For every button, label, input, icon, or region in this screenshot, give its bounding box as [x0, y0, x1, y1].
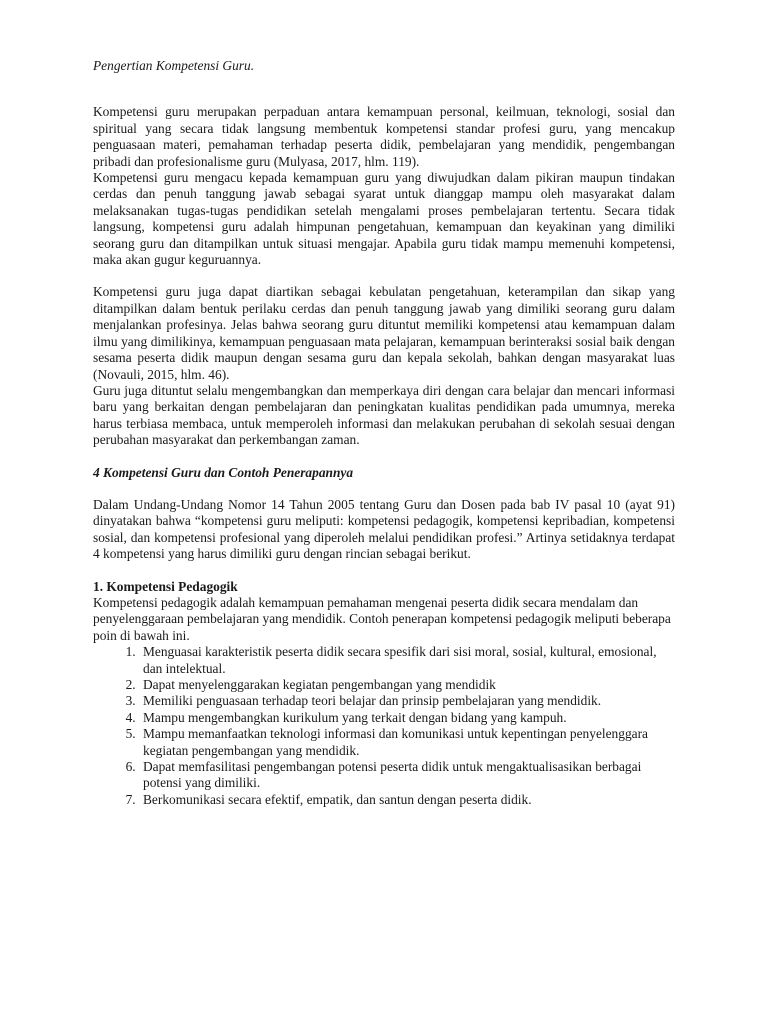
sub-heading-pedagogik: 1. Kompetensi Pedagogik [93, 578, 238, 594]
paragraph-law: Dalam Undang-Undang Nomor 14 Tahun 2005 tentang Guru dan Dosen pada bab IV pasal 10 (ayat 91) dinyatakan bahwa “kompetensi guru meliputi: kompetensi pedagogik, kompetensi kepribadian, kompetensi sosial, dan kompetensi profesional yang diperoleh melalui pendidikan profesi.” Artinya setidaknya terdapat 4 kompetensi yang harus dimiliki guru dengan rincian sebagai berikut. [93, 496, 675, 562]
pedagogik-list [93, 644, 675, 808]
document-page [93, 58, 675, 808]
list-item: 3. Memiliki penguasaan terhadap teori belajar dan prinsip pembelajaran yang mendidik. [139, 693, 675, 709]
list-item: 6. Dapat memfasilitasi pengembangan potensi peserta didik untuk mengaktualisasikan berbagai potensi yang dimiliki. [139, 759, 675, 792]
list-item: 4. Mampu mengembangkan kurikulum yang terkait dengan bidang yang kampuh. [139, 710, 675, 726]
section-title: 4 Kompetensi Guru dan Contoh Penerapannya [93, 464, 354, 480]
paragraph-definition-4: Guru juga dituntut selalu mengembangkan dan memperkaya diri dengan cara belajar dan mencari informasi baru yang berkaitan dengan pembelajaran dan peningkatan kualitas pendidikan pada umumnya, mereka harus terbiasa membaca, untuk memperoleh informasi dan melakukan perubahan di sekolah sesuai dengan perubahan masyarakat dan perkembangan zaman. [93, 382, 675, 448]
paragraph-definition-1: Kompetensi guru merupakan perpaduan antara kemampuan personal, keilmuan, teknologi, sosial dan spiritual yang secara tidak langsung membentuk kompetensi standar profesi guru, yang mencakup penguasaan materi, pemahaman terhadap peserta didik, pembelajaran yang mendidik, pengembangan pribadi dan profesionalisme guru (Mulyasa, 2017, hlm. 119). [93, 104, 675, 169]
list-item: 1. Menguasai karakteristik peserta didik secara spesifik dari sisi moral, sosial, kultural, emosional, dan intelektual. [139, 644, 675, 677]
list-item: 2. Dapat menyelenggarakan kegiatan pengembangan yang mendidik [139, 677, 675, 693]
paragraph-definition-2: Kompetensi guru mengacu kepada kemampuan guru yang diwujudkan dalam pikiran maupun tindakan cerdas dan penuh tanggung jawab sebagai syarat untuk dianggap mampu oleh masyarakat dalam melaksanakan tugas-tugas pendidikan setelah mengalami proses pembelajaran tertentu. Secara tidak langsung, kompetensi guru adalah himpunan pengetahuan, kemampuan dan keyakinan yang dimiliki seorang guru dan ditampilkan untuk situasi mengajar. Apabila guru tidak mampu memenuhi kompetensi, maka akan gugur keguruannya. [93, 170, 675, 268]
paragraph-definition-3: Kompetensi guru juga dapat diartikan sebagai kebulatan pengetahuan, keterampilan dan sikap yang ditampilkan dalam bentuk perilaku cerdas dan penuh tanggung jawab yang dimiliki seorang guru dalam menjalankan profesinya. Jelas bahwa seorang guru dituntut memiliki kompetensi atau kemampuan dalam ilmu yang dimilikinya, kemampuan penguasaan mata pelajaran, kemampuan berinteraksi sosial baik dengan sesama peserta didik maupun dengan sesama guru dan kepala sekolah, bahkan dengan masyarakat luas (Novauli, 2015, hlm. 46). [93, 284, 675, 382]
list-item: 5. Mampu memanfaatkan teknologi informasi dan komunikasi untuk kepentingan penyelenggara kegiatan pengembangan yang mendidik. [139, 726, 675, 759]
paragraph-pedagogik: Kompetensi pedagogik adalah kemampuan pemahaman mengenai peserta didik secara mendalam dan penyelenggaraan pembelajaran yang mendidik. Contoh penerapan kompetensi pedagogik meliputi beberapa poin di bawah ini. [93, 594, 671, 643]
list-item: 7. Berkomunikasi secara efektif, empatik, dan santun dengan peserta didik. [139, 792, 675, 808]
document-title: Pengertian Kompetensi Guru. [93, 58, 255, 73]
